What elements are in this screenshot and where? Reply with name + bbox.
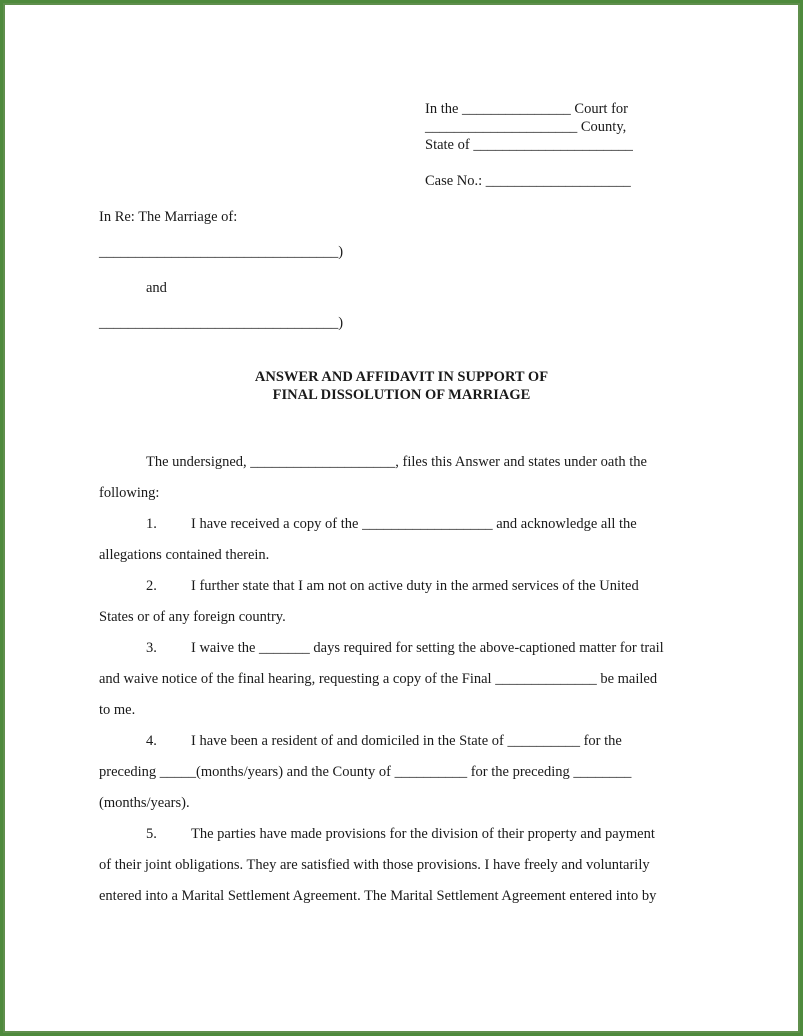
court-line: In the _______________ Court for xyxy=(425,101,628,117)
para4-number: 4. xyxy=(146,733,157,749)
party2-line: _________________________________) xyxy=(99,315,344,331)
case-number-line: Case No.: ____________________ xyxy=(425,173,631,189)
para1-line1: I have received a copy of the __________________ and acknowledge all the xyxy=(191,516,637,532)
para3-number: 3. xyxy=(146,640,157,656)
para5-line1: The parties have made provisions for the division of their property and payment xyxy=(191,826,655,842)
party1-line: _________________________________) xyxy=(99,244,344,260)
para5-line3: entered into a Marital Settlement Agreement. The Marital Settlement Agreement entered into by xyxy=(99,888,657,904)
para1-line2: allegations contained therein. xyxy=(99,547,270,563)
para4-line2: preceding _____(months/years) and the County of __________ for the preceding ________ xyxy=(99,764,632,780)
para5-number: 5. xyxy=(146,826,157,842)
and-word: and xyxy=(146,280,167,296)
para4-line1: I have been a resident of and domiciled in the State of __________ for the xyxy=(191,733,622,749)
para2-line2: States or of any foreign country. xyxy=(99,609,286,625)
para3-line3: to me. xyxy=(99,702,136,718)
para4-line3: (months/years). xyxy=(99,795,190,811)
para5-line2: of their joint obligations. They are satisfied with those provisions. I have freely and voluntarily xyxy=(99,857,650,873)
county-line: _____________________ County, xyxy=(425,119,627,135)
para2-number: 2. xyxy=(146,578,157,594)
document-title-line1: ANSWER AND AFFIDAVIT IN SUPPORT OF xyxy=(254,369,549,385)
intro-line2: following: xyxy=(99,485,160,501)
para3-line2: and waive notice of the final hearing, requesting a copy of the Final ______________ be mailed xyxy=(99,671,658,687)
para3-line1: I waive the _______ days required for setting the above-captioned matter for trail xyxy=(191,640,664,656)
para1-number: 1. xyxy=(146,516,157,532)
state-line: State of ______________________ xyxy=(425,137,633,153)
intro-line1: The undersigned, ____________________, files this Answer and states under oath the xyxy=(146,454,647,470)
document-title-line2: FINAL DISSOLUTION OF MARRIAGE xyxy=(272,387,531,403)
para2-line1: I further state that I am not on active duty in the armed services of the United xyxy=(191,578,639,594)
in-re-label: In Re: The Marriage of: xyxy=(99,209,238,225)
